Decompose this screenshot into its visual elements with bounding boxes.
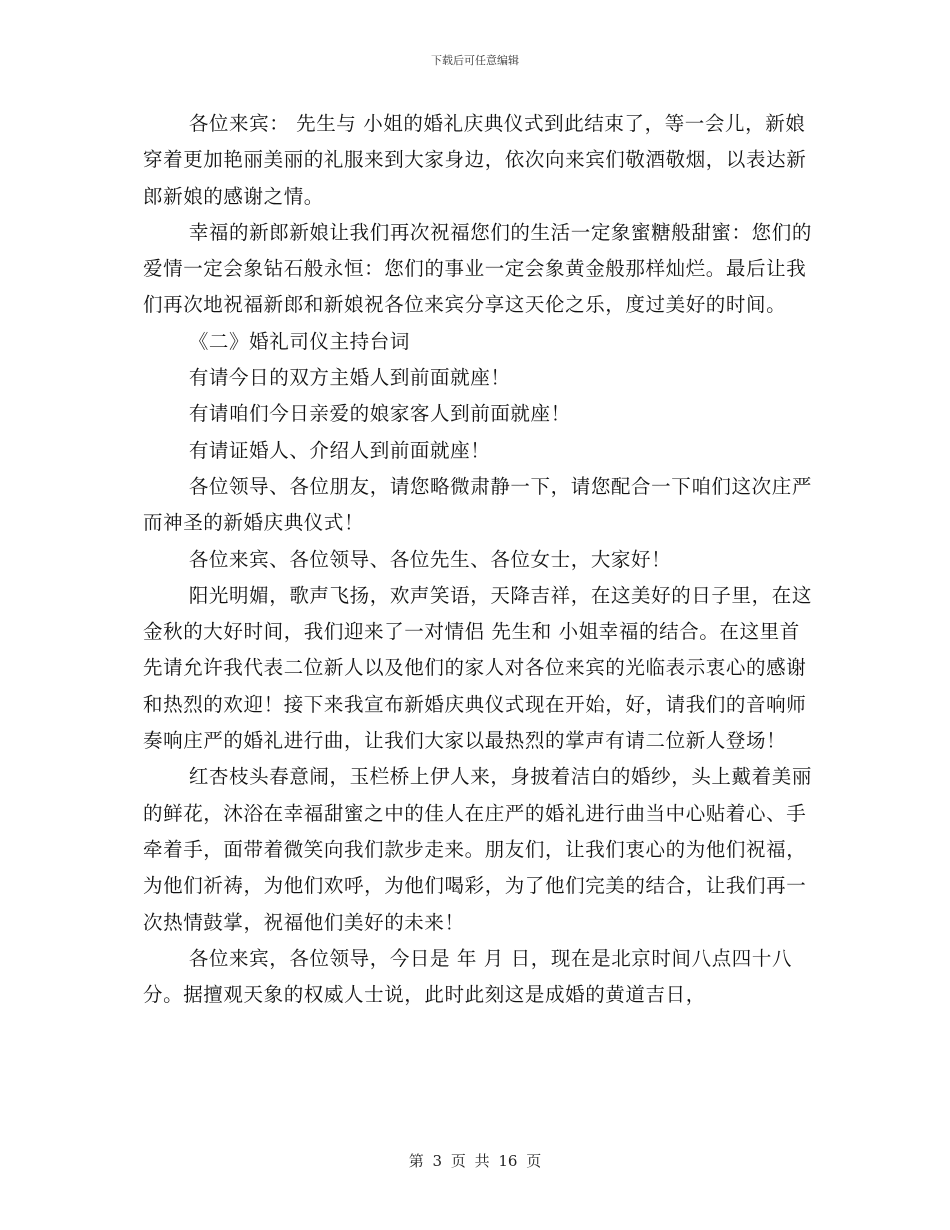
paragraph-date-time: 各位来宾，各位领导，今日是 年 月 日，现在是北京时间八点四十八分。据擅观天象的权威人士说，此时此刻这是成婚的黄道吉日，	[143, 946, 793, 1007]
paragraph-entrance: 红杏枝头春意闹，玉栏桥上伊人来，身披着洁白的婚纱，头上戴着美丽的鲜花，沐浴在幸福甜蜜之中的佳人在庄严的婚礼进行曲当中心贴着心、手牵着手，面带着微笑向我们款步走来。朋友们，让我们衷心的为他们祝福，为他们祈祷，为他们欢呼，为他们喝彩，为了他们完美的结合，让我们再一次热情鼓掌，祝福他们美好的未来！	[143, 765, 812, 934]
page-number: 第 3 页 共 16 页	[408, 1152, 542, 1170]
paragraph-request-silence: 各位领导、各位朋友，请您略微肃静一下，请您配合一下咱们这次庄严而神圣的新婚庆典仪式！	[143, 474, 812, 535]
paragraph-invite-witness: 有请证婚人、介绍人到前面就座！	[188, 438, 491, 462]
paragraph-greeting: 各位来宾、各位领导、各位先生、各位女士，大家好！	[188, 547, 672, 571]
paragraph-invite-guests: 有请咱们今日亲爱的娘家客人到前面就座！	[188, 402, 571, 426]
paragraph-invite-hosts: 有请今日的双方主婚人到前面就座！	[188, 366, 511, 390]
paragraph-blessing: 幸福的新郎新娘让我们再次祝福您们的生活一定象蜜糖般甜蜜：您们的爱情一定会象钻石般永恒：您们的事业一定会象黄金般那样灿烂。最后让我们再次地祝福新郎和新娘祝各位来宾分享这天伦之乐，度过美好的时间。	[143, 220, 812, 317]
page-header-note: 下载后可任意编辑	[431, 54, 519, 67]
paragraph-closing-remarks: 各位来宾： 先生与 小姐的婚礼庆典仪式到此结束了，等一会儿，新娘穿着更加艳丽美丽的礼服来到大家身边，依次向来宾们敬酒敬烟，以表达新郎新娘的感谢之情。	[143, 112, 807, 208]
paragraph-opening: 阳光明媚，歌声飞扬，欢声笑语，天降吉祥，在这美好的日子里，在这金秋的大好时间，我们迎来了一对情侣 先生和 小姐幸福的结合。在这里首先请允许我代表二位新人以及他们的家人对各位来宾的光临表示衷心的感谢和热烈的欢迎！接下来我宣布新婚庆典仪式现在开始，好，请我们的音响师奏响庄严的婚礼进行曲，让我们大家以最热烈的掌声有请二位新人登场！	[143, 583, 812, 753]
section-heading: 《二》婚礼司仪主持台词	[188, 329, 410, 353]
document-body	[143, 106, 813, 1013]
